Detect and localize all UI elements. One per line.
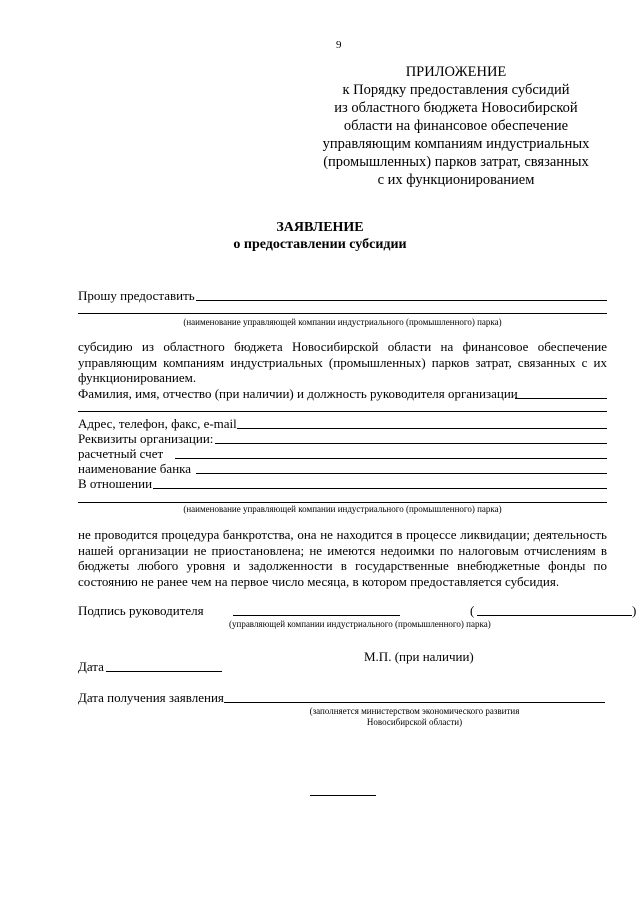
signature-label: Подпись руководителя	[78, 603, 204, 618]
appendix-line: к Порядку предоставления субсидий	[342, 82, 570, 98]
head-field-2[interactable]	[78, 411, 607, 412]
account-field[interactable]	[175, 458, 607, 459]
date-field[interactable]	[106, 671, 222, 672]
bankruptcy-text: не проводится процедура банкротства, она не находится в процессе ликвидации; деятельность нашей организации не приостановлена; не имеются недоимки по налоговым отчислениям в бюджеты любого уровня и задолженности в государственные внебюджетные фонды по состоянию не ранее чем на первое число месяца, в котором предоставляется субсидия.	[78, 527, 607, 589]
subsidy-text: субсидию из областного бюджета Новосибирской области на финансовое обеспечение управляющим компаниям индустриальных (промышленных) парков затрат, связанных с их функционированием.	[78, 339, 607, 385]
received-caption	[224, 706, 605, 728]
document-title: ЗАЯВЛЕНИЕ	[276, 220, 364, 235]
requisites-field[interactable]	[215, 443, 607, 444]
signature-name-field[interactable]	[477, 615, 632, 616]
document-subtitle: о предоставлении субсидии	[233, 237, 407, 252]
received-field[interactable]	[224, 702, 605, 703]
request-label: Прошу предоставить	[78, 288, 195, 303]
regarding-label: В отношении	[78, 476, 153, 491]
bank-field[interactable]	[196, 473, 607, 474]
head-field[interactable]	[515, 398, 607, 399]
account-label: расчетный счет	[78, 446, 164, 461]
open-paren: (	[470, 603, 475, 618]
head-label: Фамилия, имя, отчество (при наличии) и должность руководителя организации	[78, 386, 518, 401]
company-name-field[interactable]	[196, 300, 607, 301]
received-caption-line: (заполняется министерством экономического развития	[309, 706, 520, 716]
signature-field[interactable]	[233, 615, 400, 616]
subsidy-paragraph	[78, 339, 607, 386]
appendix-line: (промышленных) парков затрат, связанных	[323, 154, 589, 170]
appendix-title: ПРИЛОЖЕНИЕ	[405, 64, 507, 80]
signature-caption: (управляющей компании индустриального (промышленного) парка)	[229, 619, 491, 629]
requisites-label: Реквизиты организации:	[78, 431, 214, 446]
date-label: Дата	[78, 659, 104, 674]
company-caption-2: (наименование управляющей компании индустриального (промышленного) парка)	[183, 504, 502, 514]
closing-divider	[310, 795, 376, 796]
bank-label: наименование банка	[78, 461, 192, 476]
close-paren: )	[632, 603, 637, 618]
regarding-field-2[interactable]	[78, 502, 607, 503]
company-caption: (наименование управляющей компании индустриального (промышленного) парка)	[183, 317, 502, 327]
address-label: Адрес, телефон, факс, e-mail	[78, 416, 237, 431]
regarding-field[interactable]	[153, 488, 607, 489]
page-number: 9	[336, 39, 342, 51]
appendix-line: с их функционированием	[377, 172, 535, 188]
company-name-field-2[interactable]	[78, 313, 607, 314]
appendix-line: области на финансовое обеспечение	[343, 118, 569, 134]
stamp-label: М.П. (при наличии)	[364, 649, 474, 664]
address-field[interactable]	[237, 428, 607, 429]
document-heading	[0, 219, 640, 253]
received-label: Дата получения заявления	[78, 690, 224, 705]
appendix-line: из областного бюджета Новосибирской	[334, 100, 578, 116]
appendix-line: управляющим компаниям индустриальных	[322, 136, 590, 152]
received-caption-line: Новосибирской области)	[366, 717, 463, 727]
bankruptcy-paragraph	[78, 527, 607, 589]
appendix-block	[306, 63, 606, 189]
